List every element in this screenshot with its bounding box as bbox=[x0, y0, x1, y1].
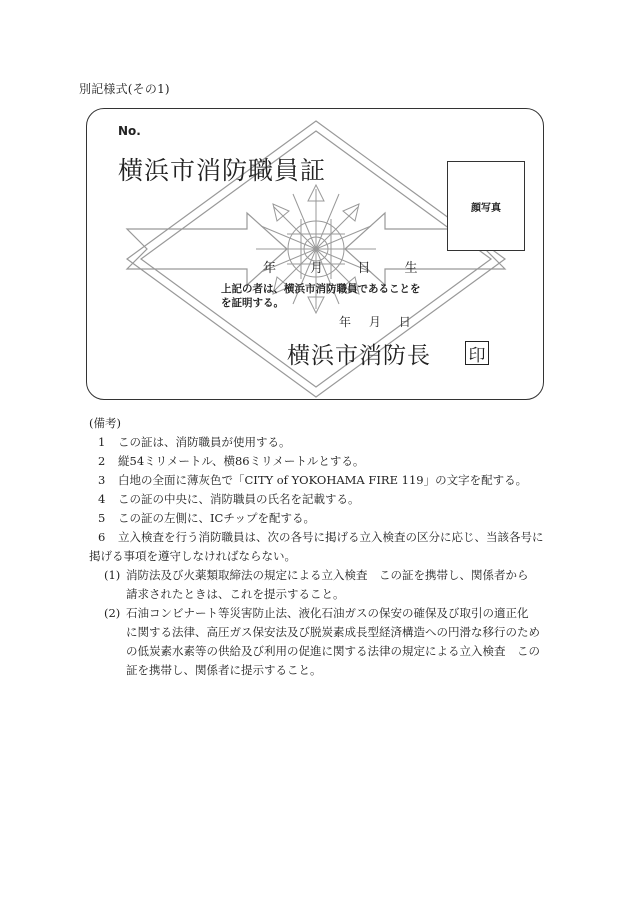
birth-day-label: 日 bbox=[357, 261, 371, 276]
sub-remark-item bbox=[80, 566, 560, 604]
certification-line-1: 上記の者は、横浜市消防職員であることを bbox=[221, 283, 421, 295]
remark-text: 縦54ミリメートル、横86ミリメートルとする。 bbox=[118, 454, 365, 468]
sub-remark-number: (2) bbox=[104, 606, 121, 620]
birth-date-line bbox=[263, 257, 441, 276]
issue-day-label: 日 bbox=[398, 315, 411, 329]
card-number-label: No. bbox=[118, 124, 141, 138]
official-seal bbox=[465, 341, 489, 365]
remarks-heading: (備考) bbox=[89, 416, 121, 430]
id-card bbox=[86, 108, 544, 400]
certification-line-2: を証明する。 bbox=[221, 297, 284, 309]
remark-item bbox=[80, 509, 560, 528]
birth-year-label: 年 bbox=[263, 261, 277, 276]
sub-remark-line: 証を携帯し、関係者に提示すること。 bbox=[126, 663, 322, 677]
birth-suffix-label: 生 bbox=[404, 261, 418, 276]
remark-number: 2 bbox=[98, 454, 106, 468]
sub-remark-item bbox=[80, 604, 560, 680]
issue-year-label: 年 bbox=[339, 315, 352, 329]
sub-remark-number: (1) bbox=[104, 568, 121, 582]
photo-box bbox=[447, 161, 525, 251]
remark-text: この証は、消防職員が使用する。 bbox=[118, 435, 291, 449]
sub-remark-line: 石油コンビナート等災害防止法、液化石油ガスの保安の確保及び取引の適正化 bbox=[126, 606, 529, 620]
remark-number: 1 bbox=[98, 435, 106, 449]
photo-label: 顔写真 bbox=[471, 202, 501, 214]
card-title: 横浜市消防職員証 bbox=[118, 156, 327, 185]
form-caption: 別記様式(その1) bbox=[79, 82, 170, 96]
seal-label: 印 bbox=[468, 345, 486, 366]
birth-month-label: 月 bbox=[310, 261, 324, 276]
remark-item bbox=[80, 528, 560, 547]
remark-text: 掲げる事項を遵守しなければならない。 bbox=[89, 549, 296, 563]
remark-item bbox=[80, 471, 560, 490]
remark-item bbox=[80, 490, 560, 509]
remark-number: 5 bbox=[98, 511, 106, 525]
remark-text: 白地の全面に薄灰色で「CITY of YOKOHAMA FIRE 119」の文字を配する。 bbox=[118, 473, 528, 487]
remark-text: この証の左側に、ICチップを配する。 bbox=[118, 511, 315, 525]
sub-remark-line: の低炭素水素等の供給及び利用の促進に関する法律の規定による立入検査 この bbox=[126, 644, 540, 658]
remark-text: この証の中央に、消防職員の氏名を記載する。 bbox=[118, 492, 360, 506]
remark-number: 6 bbox=[98, 530, 106, 544]
sub-remark-line: 消防法及び火薬類取締法の規定による立入検査 この証を携帯し、関係者から bbox=[126, 568, 529, 582]
sub-remark-line: に関する法律、高圧ガス保安法及び脱炭素成長型経済構造への円滑な移行のため bbox=[126, 625, 540, 639]
remark-text: 立入検査を行う消防職員は、次の各号に掲げる立入検査の区分に応じ、当該各号に bbox=[118, 530, 544, 544]
remarks-section bbox=[80, 414, 560, 680]
sub-remark-line: 請求されたときは、これを提示すること。 bbox=[126, 587, 345, 601]
issue-month-label: 月 bbox=[368, 315, 381, 329]
remark-number: 4 bbox=[98, 492, 106, 506]
remark-number: 3 bbox=[98, 473, 106, 487]
remark-item-continuation bbox=[80, 547, 560, 566]
remark-item bbox=[80, 433, 560, 452]
issuer-name: 横浜市消防長 bbox=[287, 343, 431, 369]
issue-date-line bbox=[339, 313, 425, 330]
remark-item bbox=[80, 452, 560, 471]
